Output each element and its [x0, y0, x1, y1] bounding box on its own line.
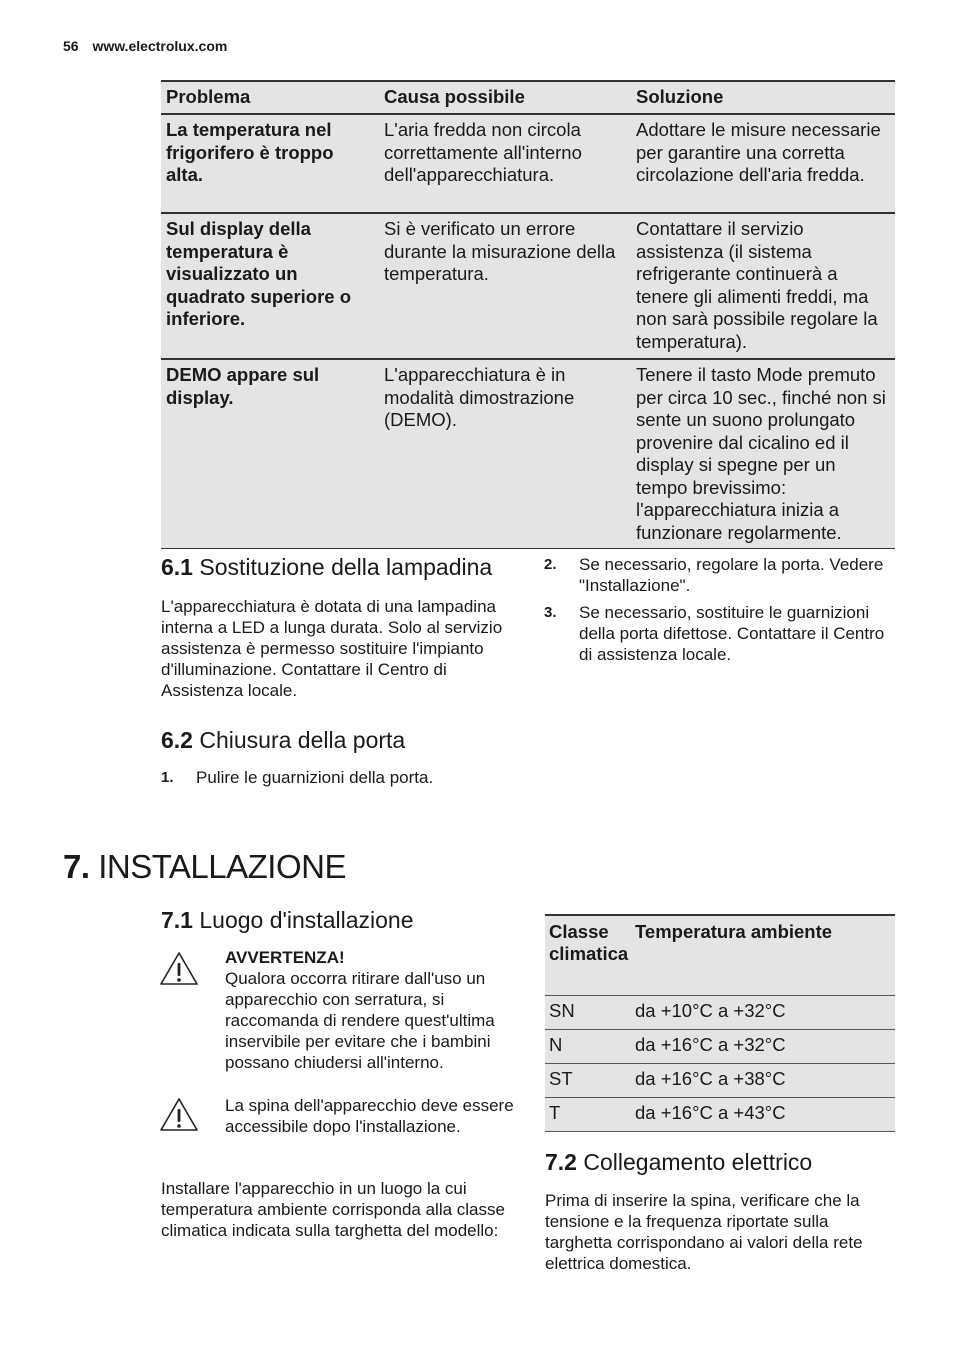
page-header	[63, 38, 227, 54]
table-row	[161, 212, 895, 358]
column-header-class: Classe climatica	[549, 921, 629, 964]
warning-text: Qualora occorra ritirare dall'uso un apparecchio con serratura, si raccomanda di rendere quest'ultima inservibile per evitare che i bambini possano chiudersi all'interno.	[225, 969, 495, 1072]
step-number: 2.	[544, 556, 557, 573]
column-header-cause: Causa possibile	[384, 86, 525, 107]
table-row	[545, 1029, 895, 1063]
table-row	[545, 1063, 895, 1097]
problem-cell: DEMO appare sul display.	[166, 364, 320, 408]
column-header-solution: Soluzione	[636, 86, 724, 107]
list-item	[544, 602, 896, 668]
section-6-1-body: L'apparecchiatura è dotata di una lampadina interna a LED a lunga durata. Solo al servizio assistenza è permesso sostituire l'impianto d'illuminazione. Contattare il Centro di Assistenza locale.	[161, 597, 503, 700]
section-heading-7-1: 7.1 Luogo d'installazione	[161, 907, 414, 933]
problem-cell: Sul display della temperatura è visualizzato un quadrato superiore o inferiore.	[166, 218, 352, 329]
list-item	[544, 554, 896, 598]
problem-cell: La temperatura nel frigorifero è troppo alta.	[166, 119, 334, 185]
table-row	[545, 995, 895, 1029]
temperature-cell: da +16°C a +43°C	[635, 1102, 786, 1123]
climate-class-table	[545, 914, 895, 1132]
page-number: 56	[63, 38, 79, 54]
warning-triangle-icon	[159, 951, 199, 987]
step-number: 3.	[544, 604, 557, 621]
troubleshooting-table	[161, 80, 895, 549]
warning-triangle-icon	[159, 1097, 199, 1133]
class-cell: N	[549, 1034, 563, 1055]
class-cell: SN	[549, 1000, 575, 1021]
section-7-1-body: Installare l'apparecchio in un luogo la cui temperatura ambiente corrisponda alla classe climatica indicata sulla targhetta del modello:	[161, 1179, 505, 1240]
cause-cell: Si è verificato un errore durante la misurazione della temperatura.	[384, 218, 616, 284]
temperature-cell: da +16°C a +38°C	[635, 1068, 786, 1089]
warning-title: AVVERTENZA!	[225, 948, 345, 967]
table-bottom-rule	[161, 548, 895, 549]
list-item	[161, 767, 521, 791]
column-header-problem: Problema	[166, 86, 251, 107]
section-7-2-body: Prima di inserire la spina, verificare che la tensione e la frequenza riportate sulla targhetta corrispondano ai valori della rete elettrica domestica.	[545, 1191, 863, 1273]
section-heading-6-2: 6.2 Chiusura della porta	[161, 727, 406, 753]
step-text: Se necessario, sostituire le guarnizioni della porta difettose. Contattare il Centro di assistenza locale.	[579, 603, 885, 664]
cause-cell: L'aria fredda non circola correttamente all'interno dell'apparecchiatura.	[384, 119, 582, 185]
solution-cell: Adottare le misure necessarie per garantire una corretta circolazione dell'aria fredda.	[636, 119, 881, 185]
chapter-heading: 7. INSTALLAZIONE	[63, 848, 346, 885]
class-cell: T	[549, 1102, 561, 1123]
warning-block	[225, 947, 517, 1073]
warning-text: La spina dell'apparecchio deve essere accessibile dopo l'installazione.	[225, 1096, 514, 1136]
solution-cell: Contattare il servizio assistenza (il sistema refrigerante continuerà a tenere gli alimenti freddi, ma non sarà possibile regolare la temperatura).	[636, 218, 878, 352]
table-row	[545, 1097, 895, 1131]
temperature-cell: da +16°C a +32°C	[635, 1034, 786, 1055]
solution-cell: Tenere il tasto Mode premuto per circa 10 sec., finché non si sente un suono prolungato provenire dal cicalino ed il display si spegne per un tempo brevissimo: l'apparecchiatura inizia a funzionare regolarmente.	[636, 364, 886, 543]
step-text: Se necessario, regolare la porta. Vedere "Installazione".	[579, 555, 884, 595]
column-header-temperature: Temperatura ambiente	[635, 921, 833, 942]
table-row	[161, 113, 895, 212]
temperature-cell: da +10°C a +32°C	[635, 1000, 786, 1021]
table-bottom-rule	[545, 1131, 895, 1132]
table-header-row	[161, 80, 895, 113]
cause-cell: L'apparecchiatura è in modalità dimostrazione (DEMO).	[384, 364, 575, 430]
table-row	[161, 358, 895, 548]
section-heading-7-2: 7.2 Collegamento elettrico	[545, 1149, 813, 1175]
step-text: Pulire le guarnizioni della porta.	[196, 768, 434, 787]
section-heading-6-1: 6.1 Sostituzione della lampadina	[161, 554, 493, 580]
class-cell: ST	[549, 1068, 573, 1089]
site-url: www.electrolux.com	[92, 38, 228, 54]
step-number: 1.	[161, 769, 174, 786]
table-header-row	[545, 914, 895, 995]
